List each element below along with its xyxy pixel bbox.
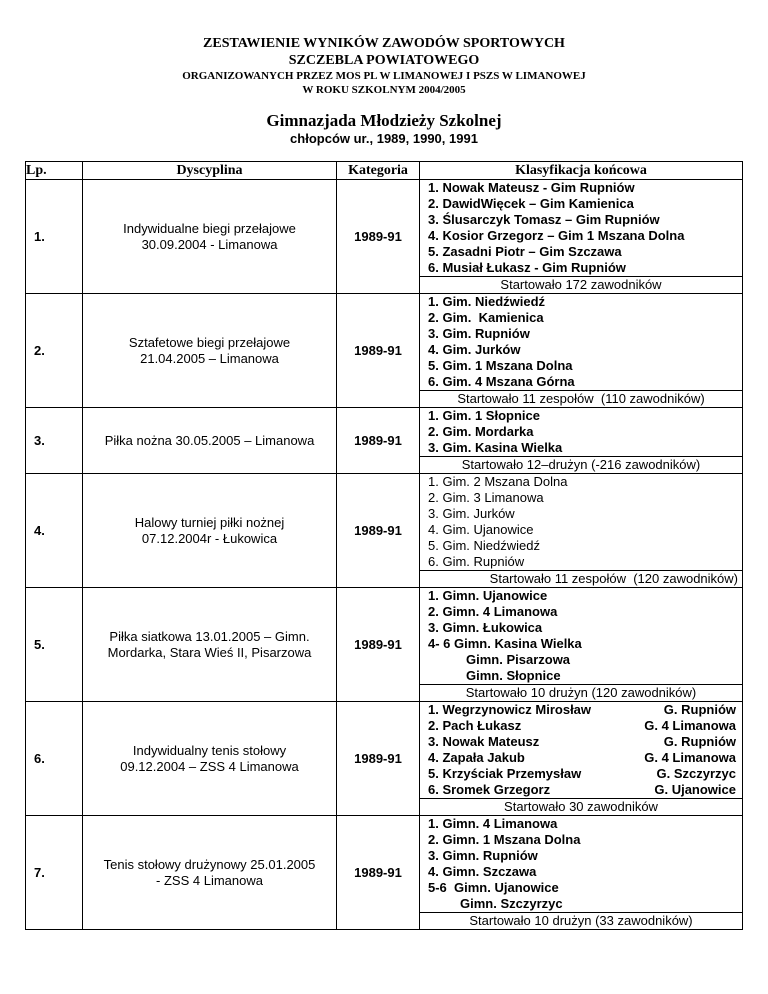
dyscyplina-line: 21.04.2005 – Limanowa xyxy=(140,350,279,366)
participants-count: Startowało 12–drużyn (-216 zawodników) xyxy=(420,456,742,473)
result-item: 3. Gimn. Rupniów xyxy=(428,848,538,863)
table-row xyxy=(26,294,743,408)
result-item xyxy=(428,718,742,734)
player-name: 4. Zapała Jakub xyxy=(428,750,525,765)
row-klasyfikacja xyxy=(420,702,743,816)
row-klasyfikacja xyxy=(420,474,743,588)
participants-count: Startowało 10 drużyn (120 zawodników) xyxy=(420,684,742,701)
row-lp: 5. xyxy=(26,588,83,702)
result-item: 6. Gim. 4 Mszana Górna xyxy=(428,374,575,389)
row-kategoria: 1989-91 xyxy=(337,408,420,474)
result-item: 4. Gimn. Szczawa xyxy=(428,864,537,879)
participants-count: Startowało 11 zespołów (120 zawodników) xyxy=(420,570,742,587)
result-item: 1. Gim. 1 Słopnice xyxy=(428,408,540,423)
header-line-4: W ROKU SZKOLNYM 2004/2005 xyxy=(302,84,466,96)
col-header-lp: Lp. xyxy=(26,162,83,180)
result-item: 2. Gim. Kamienica xyxy=(428,310,544,325)
dyscyplina-line: Indywidualny tenis stołowy xyxy=(132,742,287,758)
result-item xyxy=(428,750,742,766)
results-table xyxy=(25,161,743,930)
participants-count: Startowało 30 zawodników xyxy=(420,798,742,815)
row-lp: 6. xyxy=(26,702,83,816)
table-row xyxy=(26,702,743,816)
dyscyplina-line: Piłka siatkowa 13.01.2005 – Gimn. xyxy=(109,628,310,644)
result-item: 3. Ślusarczyk Tomasz – Gim Rupniów xyxy=(428,212,660,227)
row-lp: 4. xyxy=(26,474,83,588)
result-item: 2. Gim. 3 Limanowa xyxy=(428,490,544,505)
result-item: Gimn. Pisarzowa xyxy=(466,652,571,667)
row-lp: 1. xyxy=(26,180,83,294)
result-item: 6. Musiał Łukasz - Gim Rupniów xyxy=(428,260,626,275)
table-row xyxy=(26,474,743,588)
player-name: 3. Nowak Mateusz xyxy=(428,734,540,749)
dyscyplina-line: Mordarka, Stara Wieś II, Pisarzowa xyxy=(107,644,312,660)
col-header-klasyfikacja: Klasyfikacja końcowa xyxy=(420,162,743,180)
player-club: G. Rupniów xyxy=(663,734,736,749)
result-item xyxy=(428,702,742,718)
header-line-2: SZCZEBLA POWIATOWEGO xyxy=(288,53,480,68)
player-name: 5. Krzyściak Przemysław xyxy=(428,766,582,781)
row-lp: 3. xyxy=(26,408,83,474)
row-klasyfikacja xyxy=(420,294,743,408)
player-club: G. 4 Limanowa xyxy=(644,750,736,765)
result-item: 3. Gim. Jurków xyxy=(428,506,515,521)
dyscyplina-line: Halowy turniej piłki nożnej xyxy=(134,514,285,530)
player-name: 2. Pach Łukasz xyxy=(428,718,522,733)
result-item: 2. Gim. Mordarka xyxy=(428,424,534,439)
dyscyplina-line: Sztafetowe biegi przełajowe xyxy=(128,334,291,350)
result-item xyxy=(428,766,742,782)
player-club: G. 4 Limanowa xyxy=(644,718,736,733)
table-row xyxy=(26,816,743,930)
row-lp: 2. xyxy=(26,294,83,408)
header-line-3: ORGANIZOWANYCH PRZEZ MOS PL W LIMANOWEJ I PSZS W LIMANOWEJ xyxy=(182,70,586,82)
result-item: 3. Gimn. Łukowica xyxy=(428,620,543,635)
result-item: 3. Gim. Rupniów xyxy=(428,326,530,341)
row-dyscyplina xyxy=(83,180,337,294)
dyscyplina-line: 07.12.2004r - Łukowica xyxy=(141,530,278,546)
result-item: Gimn. Słopnice xyxy=(466,668,561,683)
result-item: 4. Gim. Ujanowice xyxy=(428,522,534,537)
row-kategoria: 1989-91 xyxy=(337,816,420,930)
page-title: Gimnazjada Młodzieży Szkolnej xyxy=(266,111,502,130)
result-item: Gimn. Szczyrzyc xyxy=(460,896,563,911)
row-dyscyplina xyxy=(83,294,337,408)
result-item: 1. Gimn. 4 Limanowa xyxy=(428,816,558,831)
result-item: 4. Kosior Grzegorz – Gim 1 Mszana Dolna xyxy=(428,228,685,243)
dyscyplina-line: Indywidualne biegi przełajowe xyxy=(123,220,296,236)
result-item: 5-6 Gimn. Ujanowice xyxy=(428,880,559,895)
result-item: 2. Gimn. 4 Limanowa xyxy=(428,604,558,619)
result-item: 5. Zasadni Piotr – Gim Szczawa xyxy=(428,244,622,259)
result-item: 1. Gim. Niedźwiedź xyxy=(428,294,546,309)
row-kategoria: 1989-91 xyxy=(337,474,420,588)
page-subtitle: chłopców ur., 1989, 1990, 1991 xyxy=(290,131,478,146)
row-klasyfikacja xyxy=(420,816,743,930)
player-club: G. Ujanowice xyxy=(654,782,736,797)
result-item: 6. Gim. Rupniów xyxy=(428,554,525,569)
participants-count: Startowało 172 zawodników xyxy=(420,276,742,293)
header-line-1: ZESTAWIENIE WYNIKÓW ZAWODÓW SPORTOWYCH xyxy=(203,36,565,51)
result-item: 1. Gimn. Ujanowice xyxy=(428,588,548,603)
dyscyplina-line: - ZSS 4 Limanowa xyxy=(156,872,263,888)
player-name: 6. Sromek Grzegorz xyxy=(428,782,551,797)
row-dyscyplina xyxy=(83,816,337,930)
result-item: 1. Nowak Mateusz - Gim Rupniów xyxy=(428,180,635,195)
result-item: 2. DawidWięcek – Gim Kamienica xyxy=(428,196,634,211)
col-header-dyscyplina: Dyscyplina xyxy=(83,162,337,180)
row-dyscyplina xyxy=(83,702,337,816)
row-lp: 7. xyxy=(26,816,83,930)
row-klasyfikacja xyxy=(420,408,743,474)
table-row xyxy=(26,588,743,702)
dyscyplina-line: Tenis stołowy drużynowy 25.01.2005 xyxy=(103,856,316,872)
player-club: G. Rupniów xyxy=(663,702,736,717)
result-item: 4- 6 Gimn. Kasina Wielka xyxy=(428,636,582,651)
row-dyscyplina xyxy=(83,588,337,702)
participants-count: Startowało 10 drużyn (33 zawodników) xyxy=(420,912,742,929)
result-item: 4. Gim. Jurków xyxy=(428,342,521,357)
row-kategoria: 1989-91 xyxy=(337,180,420,294)
row-dyscyplina xyxy=(83,474,337,588)
result-item: 3. Gim. Kasina Wielka xyxy=(428,440,563,455)
row-kategoria: 1989-91 xyxy=(337,294,420,408)
dyscyplina-line: Piłka nożna 30.05.2005 – Limanowa xyxy=(104,432,315,448)
player-club: G. Szczyrzyc xyxy=(656,766,736,781)
table-row xyxy=(26,408,743,474)
dyscyplina-line: 30.09.2004 - Limanowa xyxy=(141,236,278,252)
row-klasyfikacja xyxy=(420,180,743,294)
row-kategoria: 1989-91 xyxy=(337,702,420,816)
result-item xyxy=(428,734,742,750)
result-item: 2. Gimn. 1 Mszana Dolna xyxy=(428,832,581,847)
row-klasyfikacja xyxy=(420,588,743,702)
table-header-row xyxy=(26,162,743,180)
table-row xyxy=(26,180,743,294)
row-dyscyplina xyxy=(83,408,337,474)
player-name: 1. Wegrzynowicz Mirosław xyxy=(428,702,592,717)
result-item xyxy=(428,782,742,798)
result-item: 1. Gim. 2 Mszana Dolna xyxy=(428,474,568,489)
row-kategoria: 1989-91 xyxy=(337,588,420,702)
col-header-kategoria: Kategoria xyxy=(337,162,420,180)
result-item: 5. Gim. Niedźwiedź xyxy=(428,538,540,553)
dyscyplina-line: 09.12.2004 – ZSS 4 Limanowa xyxy=(120,758,299,774)
participants-count: Startowało 11 zespołów (110 zawodników) xyxy=(420,390,742,407)
result-item: 5. Gim. 1 Mszana Dolna xyxy=(428,358,573,373)
